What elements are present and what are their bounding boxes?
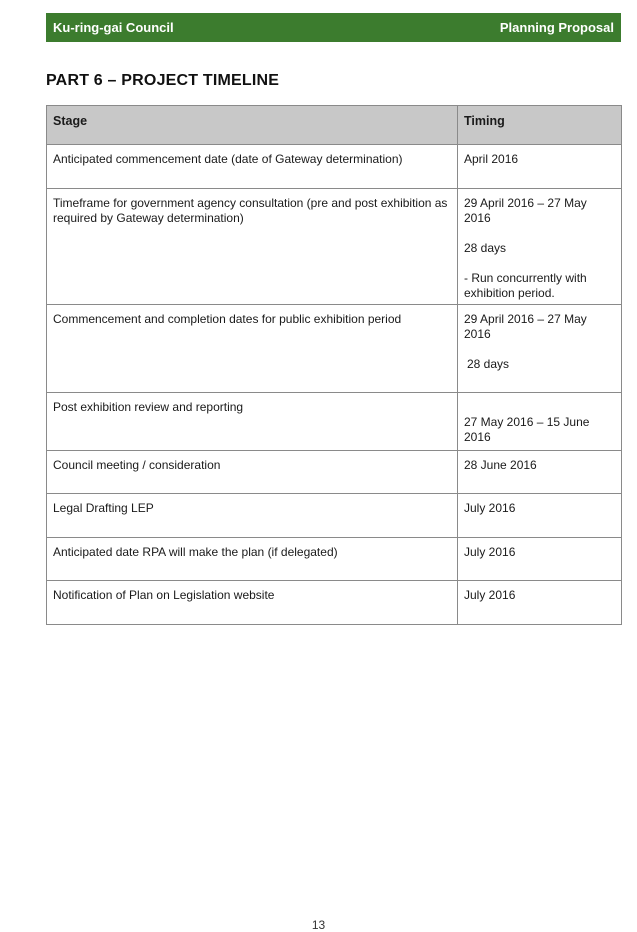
timing-cell bbox=[458, 145, 622, 189]
timing-cell bbox=[458, 451, 622, 494]
document-type: Planning Proposal bbox=[499, 20, 614, 35]
timing-line: July 2016 bbox=[464, 501, 516, 515]
document-header bbox=[46, 13, 621, 42]
page-number: 13 bbox=[311, 918, 326, 932]
stage-cell: Timeframe for government agency consultation (pre and post exhibition as required by Gateway determination) bbox=[47, 189, 458, 305]
timing-cell bbox=[458, 189, 622, 305]
timing-line: 29 April 2016 – 27 May 2016 bbox=[464, 196, 587, 225]
stage-cell: Anticipated date RPA will make the plan (if delegated) bbox=[47, 538, 458, 581]
stage-cell: Council meeting / consideration bbox=[47, 451, 458, 494]
timing-line: 28 days bbox=[467, 357, 510, 371]
project-timeline-table bbox=[46, 105, 622, 625]
column-header-timing: Timing bbox=[458, 106, 622, 145]
timing-line: April 2016 bbox=[464, 152, 519, 166]
timing-line: 28 June 2016 bbox=[464, 458, 537, 472]
timing-cell bbox=[458, 581, 622, 625]
timing-line: - Run concurrently with exhibition period. bbox=[464, 271, 587, 300]
table-row bbox=[47, 451, 622, 494]
table-header-row bbox=[47, 106, 622, 145]
table-row bbox=[47, 538, 622, 581]
table-row bbox=[47, 393, 622, 451]
timing-line: July 2016 bbox=[464, 545, 516, 559]
table-row bbox=[47, 494, 622, 538]
timing-cell bbox=[458, 393, 622, 451]
timing-cell bbox=[458, 305, 622, 393]
council-name: Ku-ring-gai Council bbox=[53, 20, 174, 35]
timing-line: 28 days bbox=[464, 241, 507, 255]
table-row bbox=[47, 189, 622, 305]
timing-line: 27 May 2016 – 15 June 2016 bbox=[464, 415, 590, 444]
stage-cell: Legal Drafting LEP bbox=[47, 494, 458, 538]
column-header-stage: Stage bbox=[47, 106, 458, 145]
stage-cell: Anticipated commencement date (date of Gateway determination) bbox=[47, 145, 458, 189]
table-row bbox=[47, 305, 622, 393]
timing-cell bbox=[458, 494, 622, 538]
table-row bbox=[47, 145, 622, 189]
timing-line: 29 April 2016 – 27 May 2016 bbox=[464, 312, 587, 341]
stage-cell: Post exhibition review and reporting bbox=[47, 393, 458, 451]
timing-line: July 2016 bbox=[464, 588, 516, 602]
section-title: PART 6 – PROJECT TIMELINE bbox=[46, 72, 280, 89]
stage-cell: Commencement and completion dates for public exhibition period bbox=[47, 305, 458, 393]
stage-cell: Notification of Plan on Legislation website bbox=[47, 581, 458, 625]
timing-cell bbox=[458, 538, 622, 581]
table-row bbox=[47, 581, 622, 625]
